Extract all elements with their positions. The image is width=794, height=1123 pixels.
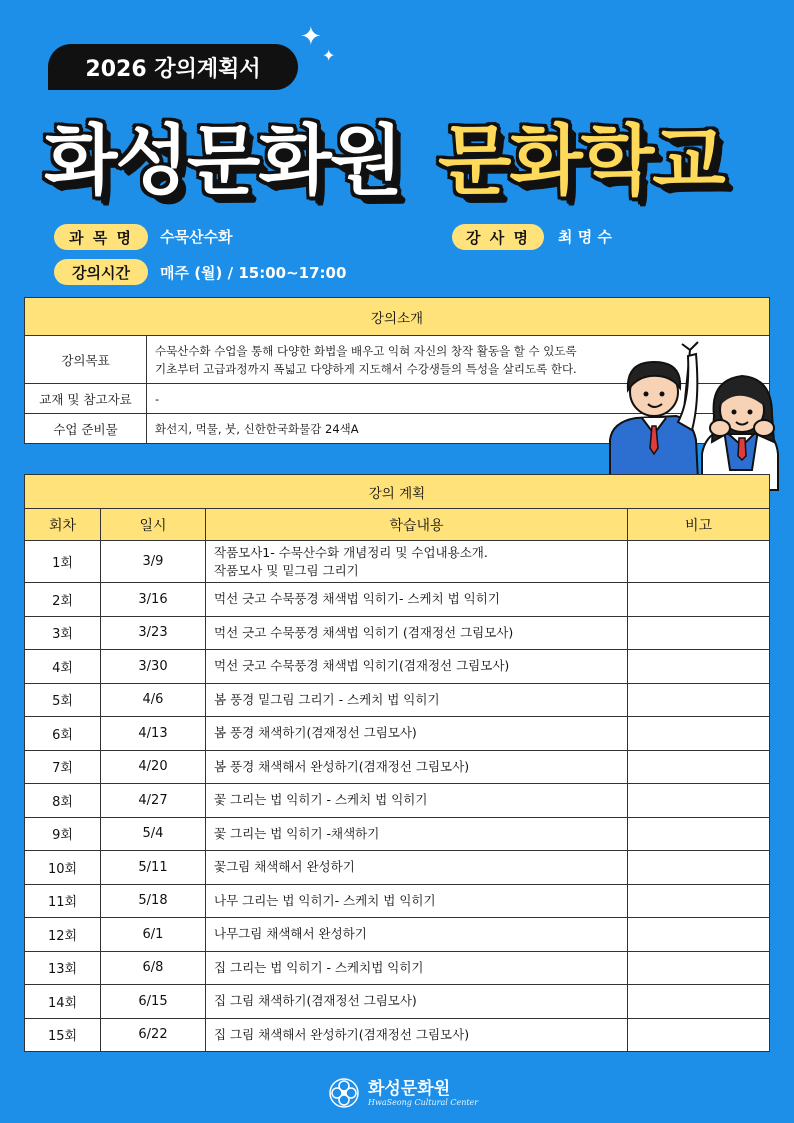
row-session: 9회 xyxy=(25,817,101,851)
row-note xyxy=(628,541,770,583)
table-row xyxy=(25,918,770,952)
row-date: 3/16 xyxy=(101,583,206,617)
row-date: 5/4 xyxy=(101,817,206,851)
col-note: 비고 xyxy=(628,509,770,541)
row-date: 6/22 xyxy=(101,1018,206,1052)
row-content: 꽃 그리는 법 익히기 -채색하기 xyxy=(206,817,628,851)
row-session: 7회 xyxy=(25,750,101,784)
table-row xyxy=(25,541,770,583)
row-date: 4/6 xyxy=(101,683,206,717)
material-value: - xyxy=(147,384,770,414)
row-note xyxy=(628,650,770,684)
row-note xyxy=(628,951,770,985)
row-note xyxy=(628,683,770,717)
row-note xyxy=(628,1018,770,1052)
goal-line-2: 기초부터 고급과정까지 폭넓고 다양하게 지도해서 수강생들의 특성을 살리도록 한다. xyxy=(155,361,577,376)
row-session: 14회 xyxy=(25,985,101,1019)
row-content: 봄 풍경 채색해서 완성하기(겸재정선 그림모사) xyxy=(206,750,628,784)
time-label: 강의시간 xyxy=(54,259,148,285)
table-row xyxy=(25,683,770,717)
row-content-line-1: 작품모사1- 수묵산수화 개념정리 및 수업내용소개. xyxy=(214,544,488,560)
row-content: 꽃그림 채색해서 완성하기 xyxy=(206,851,628,885)
row-date: 5/18 xyxy=(101,884,206,918)
title-org: 화성문화원 xyxy=(44,116,402,205)
row-note xyxy=(628,884,770,918)
table-row xyxy=(25,784,770,818)
row-session: 2회 xyxy=(25,583,101,617)
row-note xyxy=(628,616,770,650)
title-school: 문화학교 xyxy=(438,116,724,205)
row-content: 집 그림 채색해서 완성하기(겸재정선 그림모사) xyxy=(206,1018,628,1052)
sparkle-small-icon: ✦ xyxy=(322,46,336,65)
row-date: 6/1 xyxy=(101,918,206,952)
intro-heading: 강의소개 xyxy=(25,298,770,336)
col-session: 회차 xyxy=(25,509,101,541)
sparkle-icon: ✦ xyxy=(300,22,322,52)
row-session: 6회 xyxy=(25,717,101,751)
table-row xyxy=(25,717,770,751)
row-date: 3/9 xyxy=(101,541,206,583)
row-note xyxy=(628,817,770,851)
row-content: 나무 그리는 법 익히기- 스케치 법 익히기 xyxy=(206,884,628,918)
subject-label: 과 목 명 xyxy=(54,224,148,250)
goal-line-1: 수묵산수화 수업을 통해 다양한 화법을 배우고 익혀 자신의 창작 활동을 할 수 있도록 xyxy=(155,343,577,358)
row-session: 15회 xyxy=(25,1018,101,1052)
col-date: 일시 xyxy=(101,509,206,541)
row-content: 집 그리는 법 익히기 - 스케치법 익히기 xyxy=(206,951,628,985)
table-row xyxy=(25,583,770,617)
row-session: 4회 xyxy=(25,650,101,684)
row-date: 4/13 xyxy=(101,717,206,751)
row-date: 3/30 xyxy=(101,650,206,684)
instructor-value: 최 명 수 xyxy=(558,228,612,246)
row-session: 3회 xyxy=(25,616,101,650)
row-date: 5/11 xyxy=(101,851,206,885)
table-row xyxy=(25,985,770,1019)
students-illustration xyxy=(606,330,786,495)
table-row xyxy=(25,650,770,684)
row-content-line-2: 작품모사 및 밑그림 그리기 xyxy=(214,562,359,578)
row-content: 먹선 긋고 수묵풍경 채색법 익히기(겸재정선 그림모사) xyxy=(206,650,628,684)
row-date: 3/23 xyxy=(101,616,206,650)
table-row xyxy=(25,884,770,918)
row-session: 8회 xyxy=(25,784,101,818)
row-note xyxy=(628,784,770,818)
row-session: 1회 xyxy=(25,541,101,583)
row-date: 6/15 xyxy=(101,985,206,1019)
row-content: 봄 풍경 밑그림 그리기 - 스케치 법 익히기 xyxy=(206,683,628,717)
row-content: 나무그림 채색해서 완성하기 xyxy=(206,918,628,952)
row-note xyxy=(628,985,770,1019)
footer-org-name-en: HwaSeong Cultural Center xyxy=(368,1097,479,1107)
material-label: 교재 및 참고자료 xyxy=(25,384,147,414)
plan-table xyxy=(24,474,770,1052)
table-row xyxy=(25,851,770,885)
row-content: 먹선 긋고 수묵풍경 채색법 익히기 (겸재정선 그림모사) xyxy=(206,616,628,650)
row-content: 먹선 긋고 수묵풍경 채색법 익히기- 스케치 법 익히기 xyxy=(206,583,628,617)
row-date: 6/8 xyxy=(101,951,206,985)
plan-heading: 강의 계획 xyxy=(25,475,770,509)
table-row xyxy=(25,616,770,650)
row-session: 11회 xyxy=(25,884,101,918)
goal-label: 강의목표 xyxy=(25,336,147,384)
instructor-label: 강 사 명 xyxy=(452,224,544,250)
table-row xyxy=(25,1018,770,1052)
year-badge xyxy=(48,44,298,90)
prep-label: 수업 준비물 xyxy=(25,414,147,444)
row-session: 10회 xyxy=(25,851,101,885)
table-row xyxy=(25,750,770,784)
row-note xyxy=(628,717,770,751)
prep-value: 화선지, 먹물, 붓, 신한한국화물감 24색A xyxy=(147,414,770,444)
col-content: 학습내용 xyxy=(206,509,628,541)
row-session: 13회 xyxy=(25,951,101,985)
row-note xyxy=(628,918,770,952)
footer-org-name: 화성문화원 xyxy=(368,1078,451,1099)
subject-value: 수묵산수화 xyxy=(160,228,233,246)
table-row xyxy=(25,817,770,851)
row-content: 봄 풍경 채색하기(겸재정선 그림모사) xyxy=(206,717,628,751)
row-content: 꽃 그리는 법 익히기 - 스케치 법 익히기 xyxy=(206,784,628,818)
year-badge-text: 2026 강의계획서 xyxy=(85,56,261,82)
row-note xyxy=(628,583,770,617)
row-session: 5회 xyxy=(25,683,101,717)
row-date: 4/27 xyxy=(101,784,206,818)
footer-logo xyxy=(328,1073,478,1113)
row-content: 집 그림 채색하기(겸재정선 그림모사) xyxy=(206,985,628,1019)
row-content xyxy=(206,541,628,583)
row-session: 12회 xyxy=(25,918,101,952)
row-date: 4/20 xyxy=(101,750,206,784)
time-value: 매주 (월) / 15:00~17:00 xyxy=(160,264,347,282)
flower-logo-icon xyxy=(328,1077,360,1109)
table-row xyxy=(25,951,770,985)
row-note xyxy=(628,750,770,784)
row-note xyxy=(628,851,770,885)
